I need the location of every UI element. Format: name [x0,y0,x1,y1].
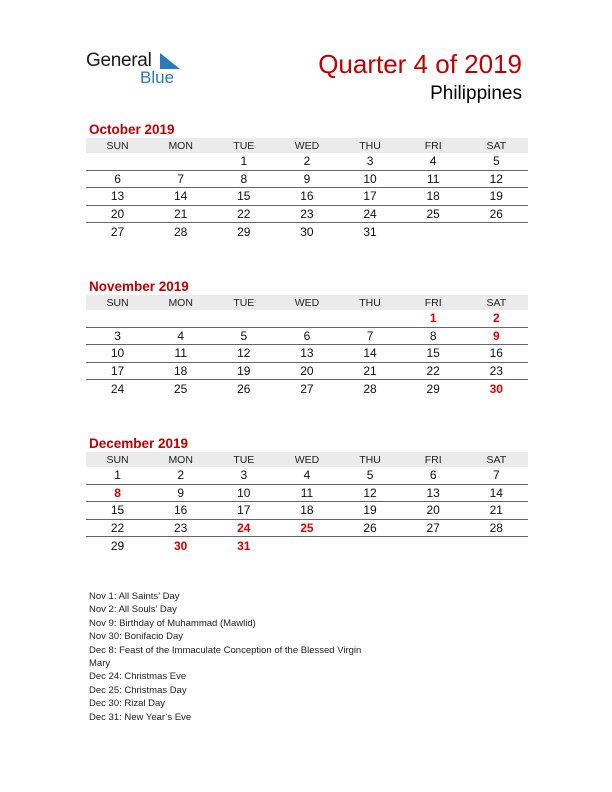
weekday-header: WED [294,139,320,152]
date-cell: 12 [489,171,503,186]
weekday-header: MON [168,296,193,309]
holiday-date-cell: 25 [300,520,314,535]
date-cell: 6 [114,171,121,186]
week-row [86,467,528,485]
weekday-header: TUE [233,453,255,466]
date-cell: 25 [426,206,440,221]
weekday-header: THU [359,296,381,309]
weekday-header-row [86,452,528,467]
month-calendar-december [86,435,528,555]
month-title: October 2019 [89,122,175,137]
weekday-header: SUN [106,296,129,309]
week-row [86,380,528,398]
date-cell: 20 [426,503,440,518]
date-cell: 3 [114,328,121,343]
date-cell: 24 [110,381,125,396]
month-title: November 2019 [89,279,189,294]
holiday-item: Nov 2: All Souls’ Day [89,604,177,616]
holiday-date-cell: 8 [114,485,121,500]
weekday-header: MON [168,453,193,466]
holiday-item: Dec 24: Christmas Eve [89,671,187,683]
date-cell: 18 [426,189,440,204]
date-cell: 11 [300,485,314,500]
date-cell: 12 [363,485,377,500]
weekday-header-row [86,295,528,310]
date-cell: 9 [177,485,185,500]
holiday-item: Nov 9: Birthday of Muhammad (Mawlid) [89,617,256,629]
weekday-header: THU [359,139,381,152]
weekday-header: FRI [424,453,442,466]
holiday-date-cell: 30 [174,538,188,553]
date-cell: 11 [426,171,440,186]
date-cell: 31 [363,224,377,239]
holiday-list [89,590,409,724]
week-row [86,520,528,538]
weekday-header: WED [294,453,320,466]
week-row [86,171,528,189]
week-row [86,502,528,520]
date-cell: 7 [492,468,500,483]
weekday-header: TUE [233,296,255,309]
date-cell: 10 [110,346,125,361]
holiday-item: Dec 25: Christmas Day [89,684,187,696]
date-cell: 21 [174,206,188,221]
date-cell: 22 [237,206,251,221]
date-cell: 5 [240,328,248,343]
date-cell: 2 [303,154,311,169]
date-cell: 13 [300,346,314,361]
date-cell: 15 [237,189,251,204]
date-cell: 21 [363,363,377,378]
date-cell: 22 [110,520,125,535]
holiday-date-cell: 24 [237,520,251,535]
month-calendar-november [86,278,528,398]
date-cell: 15 [110,503,125,518]
date-cell: 6 [429,468,437,483]
weekday-header: SUN [106,139,129,152]
weekday-header-row [86,138,528,153]
country-name: Philippines [430,83,522,104]
date-cell: 9 [303,171,311,186]
week-row [86,188,528,206]
week-row [86,223,528,241]
date-cell: 29 [426,381,440,396]
date-cell: 7 [366,328,374,343]
weekday-header: TUE [233,139,255,152]
date-cell: 11 [174,346,187,361]
date-cell: 18 [174,363,188,378]
date-cell: 12 [237,346,251,361]
holiday-item: Nov 30: Bonifacio Day [89,631,183,643]
holiday-item: Dec 8: Feast of the Immaculate Conception of the Blessed Virgin [89,644,362,656]
date-cell: 13 [426,485,440,500]
date-cell: 17 [237,503,251,518]
week-row [86,153,528,171]
date-cell: 3 [240,468,248,483]
date-cell: 27 [110,224,125,239]
date-cell: 20 [110,206,125,221]
month-title: December 2019 [89,436,189,451]
date-cell: 30 [300,224,314,239]
week-row [86,206,528,224]
date-cell: 21 [489,503,503,518]
date-cell: 23 [300,206,314,221]
date-cell: 5 [492,154,500,169]
date-cell: 27 [426,520,440,535]
date-cell: 5 [366,468,374,483]
weekday-header: SAT [486,139,507,152]
date-cell: 10 [363,171,377,186]
week-row [86,310,528,328]
date-cell: 8 [240,171,248,186]
weekday-header: THU [359,453,381,466]
date-cell: 26 [489,206,503,221]
weeks [86,467,528,555]
date-cell: 27 [300,381,314,396]
date-cell: 26 [363,520,377,535]
date-cell: 17 [363,189,377,204]
weekday-header: WED [294,296,320,309]
holiday-date-cell: 9 [492,328,500,343]
logo-general-text: General [86,50,152,71]
date-cell: 14 [174,189,188,204]
date-cell: 29 [110,538,125,553]
week-row [86,345,528,363]
holiday-item: Dec 31: New Year’s Eve [89,711,192,723]
date-cell: 3 [366,154,374,169]
week-row [86,485,528,503]
date-cell: 16 [489,346,503,361]
date-cell: 4 [303,468,311,483]
date-cell: 16 [300,189,314,204]
date-cell: 14 [363,346,377,361]
date-cell: 1 [114,468,121,483]
date-cell: 10 [237,485,251,500]
week-row [86,537,528,555]
date-cell: 25 [174,381,188,396]
date-cell: 24 [363,206,377,221]
date-cell: 6 [303,328,311,343]
date-cell: 18 [300,503,314,518]
date-cell: 7 [177,171,185,186]
holiday-item: Dec 30: Rizal Day [89,698,166,710]
weekday-header: FRI [424,139,442,152]
holiday-date-cell: 31 [237,538,251,553]
weeks [86,310,528,398]
date-cell: 26 [237,381,251,396]
weekday-header: SAT [486,453,507,466]
date-cell: 23 [174,520,188,535]
date-cell: 14 [489,485,503,500]
logo-blue-text: Blue [140,68,175,87]
date-cell: 17 [110,363,125,378]
logo [86,50,196,90]
page-title: Quarter 4 of 2019 [318,49,522,79]
weekday-header: SAT [486,296,507,309]
weekday-header: SUN [106,453,129,466]
date-cell: 1 [240,154,248,169]
date-cell: 29 [237,224,251,239]
date-cell: 28 [174,224,188,239]
date-cell: 28 [489,520,503,535]
date-cell: 15 [426,346,440,361]
date-cell: 19 [363,503,377,518]
date-cell: 2 [177,468,185,483]
month-calendar-october [86,121,528,241]
holiday-date-cell: 30 [489,381,503,396]
logo-triangle-icon [160,53,180,69]
holiday-date-cell: 1 [429,311,437,326]
date-cell: 19 [237,363,251,378]
holiday-item: Nov 1: All Saints’ Day [89,591,180,602]
date-cell: 23 [489,363,503,378]
date-cell: 8 [429,328,437,343]
date-cell: 4 [177,328,185,343]
date-cell: 4 [429,154,437,169]
date-cell: 20 [300,363,314,378]
holiday-item: Mary [89,658,111,670]
week-row [86,328,528,346]
week-row [86,363,528,381]
weekday-header: FRI [424,296,442,309]
date-cell: 19 [489,189,503,204]
date-cell: 22 [426,363,440,378]
weeks [86,153,528,241]
weekday-header: MON [168,139,193,152]
date-cell: 16 [174,503,188,518]
holiday-date-cell: 2 [492,311,500,326]
date-cell: 13 [110,189,125,204]
date-cell: 28 [363,381,377,396]
